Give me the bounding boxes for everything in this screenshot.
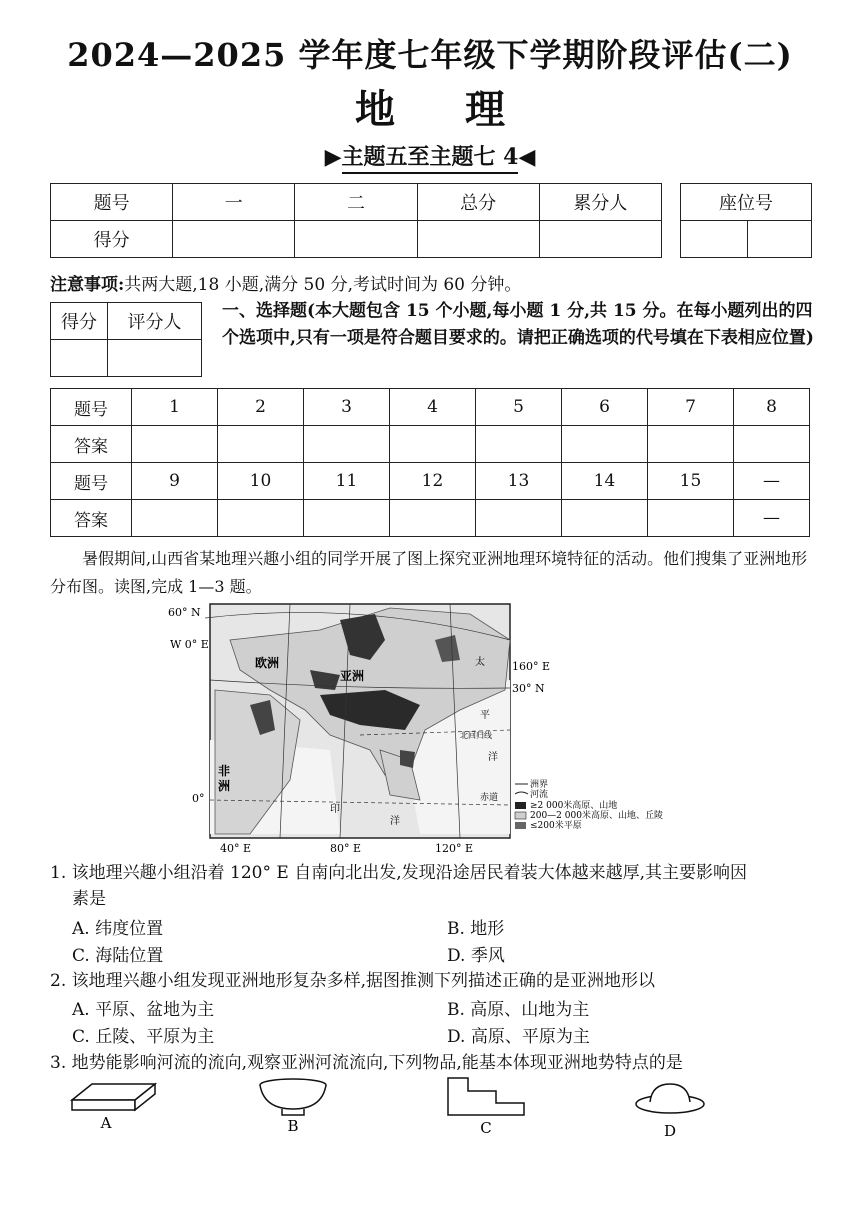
score-row-label: 得分 xyxy=(51,221,173,258)
answer-table xyxy=(50,388,810,537)
legend-item: ≥2 000米高原、山地 xyxy=(530,801,618,811)
map-label: 欧洲 xyxy=(255,656,280,670)
question-stem: 素是 xyxy=(72,889,106,909)
question-2: 2. 该地理兴趣小组发现亚洲地形复杂多样,据图推测下列描述正确的是亚洲地形以 xyxy=(50,971,656,991)
answer-cell[interactable] xyxy=(648,426,734,463)
answer-no: 7 xyxy=(648,389,734,426)
map-label: 太 xyxy=(475,657,485,668)
answer-no: 1 xyxy=(132,389,218,426)
score-cell[interactable] xyxy=(417,221,539,258)
answer-no: 5 xyxy=(476,389,562,426)
answer-no: 15 xyxy=(648,463,734,500)
answer-label-ans: 答案 xyxy=(51,500,132,537)
score-header-cell: 一 xyxy=(173,184,295,221)
shape-b-bowl-icon[interactable] xyxy=(250,1075,340,1135)
shape-label: D xyxy=(663,1122,677,1140)
grader-cell[interactable] xyxy=(51,340,108,377)
score-cell[interactable] xyxy=(295,221,417,258)
legend-item: 200—2 000米高原、山地、丘陵 xyxy=(530,811,663,821)
answer-no: 11 xyxy=(304,463,390,500)
grader-reviewer-label: 评分人 xyxy=(108,303,202,340)
map-label: 60° N xyxy=(168,606,201,619)
map-label: W 0° E xyxy=(170,638,209,651)
subject-title: 地理 xyxy=(355,86,575,133)
score-cell[interactable] xyxy=(539,221,661,258)
map-label: 80° E xyxy=(330,842,362,855)
grader-cell[interactable] xyxy=(108,340,202,377)
map-label: 洋 xyxy=(390,816,400,827)
score-header-cell: 累分人 xyxy=(539,184,661,221)
answer-no: 14 xyxy=(562,463,648,500)
legend-item: 河流 xyxy=(530,790,549,800)
option-c[interactable]: C. 丘陵、平原为主 xyxy=(72,1027,215,1047)
answer-no: 12 xyxy=(390,463,476,500)
question-3: 3. 地势能影响河流的流向,观察亚洲河流流向,下列物品,能基本体现亚洲地势特点的是 xyxy=(50,1053,683,1073)
answer-cell[interactable] xyxy=(476,426,562,463)
asia-terrain-map xyxy=(168,600,710,855)
answer-no: 13 xyxy=(476,463,562,500)
answer-cell[interactable] xyxy=(562,500,648,537)
score-header-cell: 题号 xyxy=(51,184,173,221)
map-label: 洋 xyxy=(488,752,498,763)
shape-label: C xyxy=(480,1119,492,1137)
legend-item: ≤200米平原 xyxy=(530,821,582,831)
score-cell[interactable] xyxy=(173,221,295,258)
section1-instructions: 一、选择题(本大题包含 15 个小题,每小题 1 分,共 15 分。在每小题列出的四个选项中,只有一项是符合题目要求的。请把正确选项的代号填在下表相应位置) xyxy=(222,301,814,348)
legend-item: 洲界 xyxy=(530,780,549,790)
highland xyxy=(400,750,415,768)
question-stem: 1. 该地理兴趣小组沿着 120° E 自南向北出发,发现沿途居民着装大体越来越厚,其主要影响因 xyxy=(50,863,747,883)
answer-cell[interactable] xyxy=(390,426,476,463)
answer-no: 6 xyxy=(562,389,648,426)
notice-text: 共两大题,18 小题,满分 50 分,考试时间为 60 分钟。 xyxy=(124,275,522,295)
answer-no: — xyxy=(734,463,810,500)
topic-line: ▶主题五至主题七 4◀ xyxy=(0,140,860,171)
answer-cell[interactable] xyxy=(390,500,476,537)
option-a[interactable]: A. 纬度位置 xyxy=(72,919,164,939)
map-label: 30° N xyxy=(512,682,545,695)
map-label: 120° E xyxy=(435,842,474,855)
answer-cell[interactable] xyxy=(132,426,218,463)
answer-cell[interactable] xyxy=(218,426,304,463)
option-b[interactable]: B. 地形 xyxy=(447,919,505,939)
notice xyxy=(50,270,521,295)
answer-label-ans: 答案 xyxy=(51,426,132,463)
shape-label: A xyxy=(100,1114,112,1132)
map-label: 非 xyxy=(218,764,231,778)
answer-cell[interactable] xyxy=(218,500,304,537)
option-c[interactable]: C. 海陆位置 xyxy=(72,946,164,966)
shape-c-stairs-icon[interactable] xyxy=(440,1075,535,1140)
map-label: 赤道 xyxy=(480,793,499,803)
answer-cell[interactable] xyxy=(562,426,648,463)
map-label: 0° xyxy=(192,792,205,805)
answer-cell[interactable] xyxy=(304,500,390,537)
topic-text: 主题五至主题七 4 xyxy=(342,144,519,174)
answer-no: 3 xyxy=(304,389,390,426)
answer-label-no: 题号 xyxy=(51,463,132,500)
seat-cell[interactable] xyxy=(748,221,812,258)
exam-title: 2024—2025 学年度七年级下学期阶段评估(二) xyxy=(67,36,793,74)
shape-d-hat-icon[interactable] xyxy=(630,1080,715,1142)
answer-cell[interactable] xyxy=(304,426,390,463)
score-table xyxy=(50,183,662,258)
answer-cell[interactable] xyxy=(132,500,218,537)
answer-cell-dash: — xyxy=(734,500,810,537)
map-label: 印 xyxy=(330,804,340,815)
question-1 xyxy=(50,860,820,912)
shape-label: B xyxy=(287,1117,299,1135)
score-header-cell: 总分 xyxy=(417,184,539,221)
option-d[interactable]: D. 季风 xyxy=(447,946,505,966)
notice-label: 注意事项: xyxy=(50,275,125,295)
map-label: 平 xyxy=(480,710,490,721)
answer-no: 9 xyxy=(132,463,218,500)
answer-cell[interactable] xyxy=(734,426,810,463)
answer-no: 2 xyxy=(218,389,304,426)
map-label: 40° E xyxy=(220,842,252,855)
score-header-cell: 二 xyxy=(295,184,417,221)
answer-cell[interactable] xyxy=(648,500,734,537)
option-a[interactable]: A. 平原、盆地为主 xyxy=(72,1000,215,1020)
seat-cell[interactable] xyxy=(681,221,748,258)
answer-cell[interactable] xyxy=(476,500,562,537)
answer-no: 10 xyxy=(218,463,304,500)
option-d[interactable]: D. 高原、平原为主 xyxy=(447,1027,590,1047)
grader-score-label: 得分 xyxy=(51,303,108,340)
shape-a-slab-icon[interactable] xyxy=(60,1078,160,1138)
grader-table xyxy=(50,302,202,377)
seat-table xyxy=(680,183,812,258)
map-label: 160° E xyxy=(512,660,551,673)
seat-label: 座位号 xyxy=(681,184,812,221)
answer-label-no: 题号 xyxy=(51,389,132,426)
map-label: 洲 xyxy=(218,779,231,793)
map-label: 亚洲 xyxy=(340,669,365,683)
answer-no: 4 xyxy=(390,389,476,426)
map-label: 北回归线 xyxy=(460,731,492,740)
option-b[interactable]: B. 高原、山地为主 xyxy=(447,1000,590,1020)
intro-paragraph: 暑假期间,山西省某地理兴趣小组的同学开展了图上探究亚洲地理环境特征的活动。他们搜集了亚洲地形分布图。读图,完成 1—3 题。 xyxy=(50,549,808,596)
answer-no: 8 xyxy=(734,389,810,426)
